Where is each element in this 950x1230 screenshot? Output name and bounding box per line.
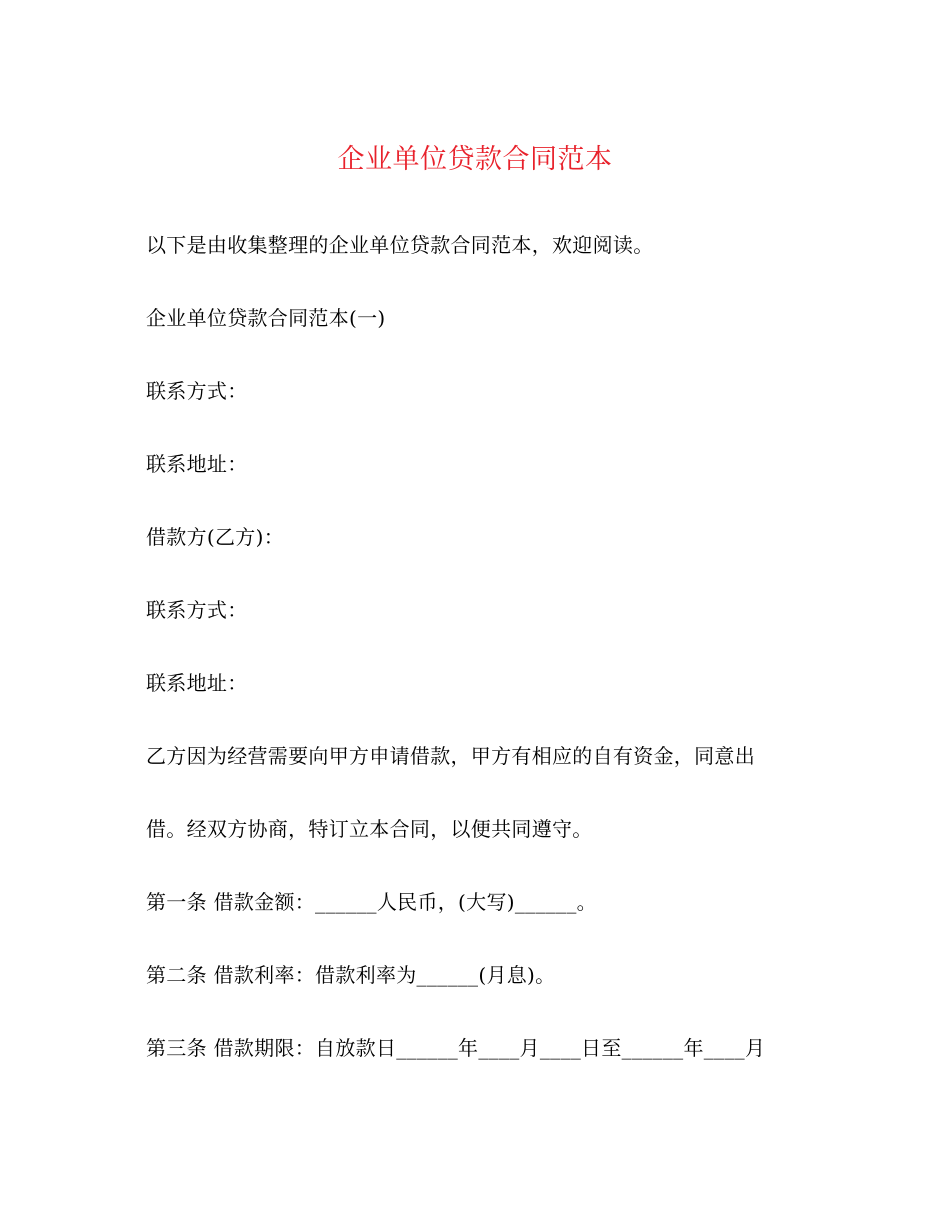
contact-method-label: 联系方式： — [146, 379, 248, 403]
article-3-loan-term: 第三条 借款期限：自放款日______年____月____日至______年____月 — [146, 1036, 766, 1060]
article-2-interest-rate: 第二条 借款利率：借款利率为______(月息)。 — [146, 963, 556, 987]
section-heading: 企业单位贷款合同范本(一) — [146, 306, 386, 330]
borrower-contact-method-label: 联系方式： — [146, 598, 248, 622]
borrower-label: 借款方(乙方)： — [146, 525, 285, 549]
intro-paragraph: 以下是由收集整理的企业单位贷款合同范本，欢迎阅读。 — [146, 233, 654, 257]
contact-address-label: 联系地址： — [146, 452, 248, 476]
borrower-contact-address-label: 联系地址： — [146, 671, 248, 695]
body-paragraph-line-2: 借。经双方协商，特订立本合同，以便共同遵守。 — [146, 817, 593, 841]
body-paragraph-line-1: 乙方因为经营需要向甲方申请借款，甲方有相应的自有资金，同意出 — [146, 744, 755, 768]
article-1-loan-amount: 第一条 借款金额：______人民币，(大写)______。 — [146, 890, 597, 914]
document-title: 企业单位贷款合同范本 — [337, 144, 613, 175]
